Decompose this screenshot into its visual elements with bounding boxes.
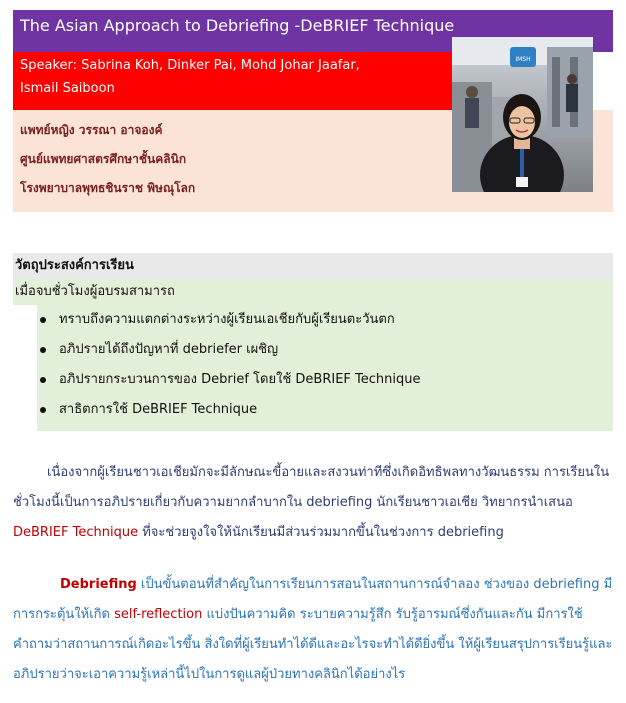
objectives-intro: เมื่อจบชั่วโมงผู้อบรมสามารถ: [13, 279, 613, 305]
author-department: ศูนย์แพทยศาสตรศึกษาชั้นคลินิก: [20, 152, 187, 166]
self-reflection-term: self-reflection: [114, 607, 203, 622]
author-hospital: โรงพยาบาลพุทธชินราช พิษณุโลก: [20, 181, 196, 195]
debriefing-line-2: การกระตุ้นให้เกิด self-reflection แบ่งปันความคิด ระบายความรู้สึก รับรู้อารมณ์ซึ่งกันและกัน มีการใช้: [13, 607, 583, 622]
intro-line-1: เนื่องจากผู้เรียนชาวเอเชียมักจะมีลักษณะขี้อายและสงวนท่าทีซึ่งเกิดอิทธิพลทางวัฒนธรรม การเรียนใน: [47, 465, 610, 480]
bullet-icon: [40, 407, 46, 413]
objectives-heading: วัตถุประสงค์การเรียน: [13, 253, 613, 279]
list-item: สาธิตการใช้ DeBRIEF Technique: [37, 395, 613, 425]
debrief-technique-term: DeBRIEF Technique: [13, 525, 139, 540]
affiliation-text: [20, 116, 195, 203]
list-item: ทราบถึงความแตกต่างระหว่างผู้เรียนเอเชียกับผู้เรียนตะวันตก: [37, 305, 613, 335]
speaker-bar: [13, 52, 452, 110]
intro-line-2: ชั่วโมงนี้เป็นการอภิปรายเกี่ยวกับความยากลำบากใน debriefing นักเรียนชาวเอเชีย วิทยากรนำเสนอ: [13, 495, 573, 510]
debriefing-line-4: อภิปรายว่าจะเอาความรู้เหล่านี้ไปในการดูแลผู้ป่วยทางคลินิกได้อย่างไร: [13, 667, 406, 682]
speaker-photo: [452, 37, 593, 192]
debriefing-paragraph: [13, 570, 613, 690]
bullet-icon: [40, 317, 46, 323]
bullet-icon: [40, 347, 46, 353]
speaker-line-1: Speaker: Sabrina Koh, Dinker Pai, Mohd Johar Jaafar,: [20, 58, 360, 73]
intro-line-3: DeBRIEF Technique ที่จะช่วยจูงใจให้นักเรียนมีส่วนร่วมมากขึ้นในช่วงการ debriefing: [13, 525, 504, 540]
debriefing-line-1: Debriefing เป็นขั้นตอนที่สำคัญในการเรียนการสอนในสถานการณ์จำลอง ช่วงของ debriefing มี: [60, 577, 613, 592]
speaker-line-2: Ismail Saiboon: [20, 81, 115, 96]
objectives-list: [37, 305, 613, 431]
author-name: แพทย์หญิง วรรณา อาจองค์: [20, 123, 163, 137]
page-title: The Asian Approach to Debriefing -DeBRIEF Technique: [20, 16, 455, 35]
debriefing-line-3: คำถามว่าสถานการณ์เกิดอะไรขึ้น สิ่งใดที่ผู้เรียนทำได้ดีและอะไรจะทำได้ดียิ่งขึ้น ให้ผู้เรียนสรุปการเรียนรู้และ: [13, 637, 613, 652]
event-sign-label: IMSH: [515, 56, 531, 63]
bullet-icon: [40, 377, 46, 383]
speaker-photo-image: [452, 37, 593, 192]
debriefing-term: Debriefing: [60, 577, 137, 592]
intro-paragraph: [13, 458, 613, 548]
list-item: อภิปรายได้ถึงปัญหาที่ debriefer เผชิญ: [37, 335, 613, 365]
list-item: อภิปรายกระบวนการของ Debrief โดยใช้ DeBRIEF Technique: [37, 365, 613, 395]
